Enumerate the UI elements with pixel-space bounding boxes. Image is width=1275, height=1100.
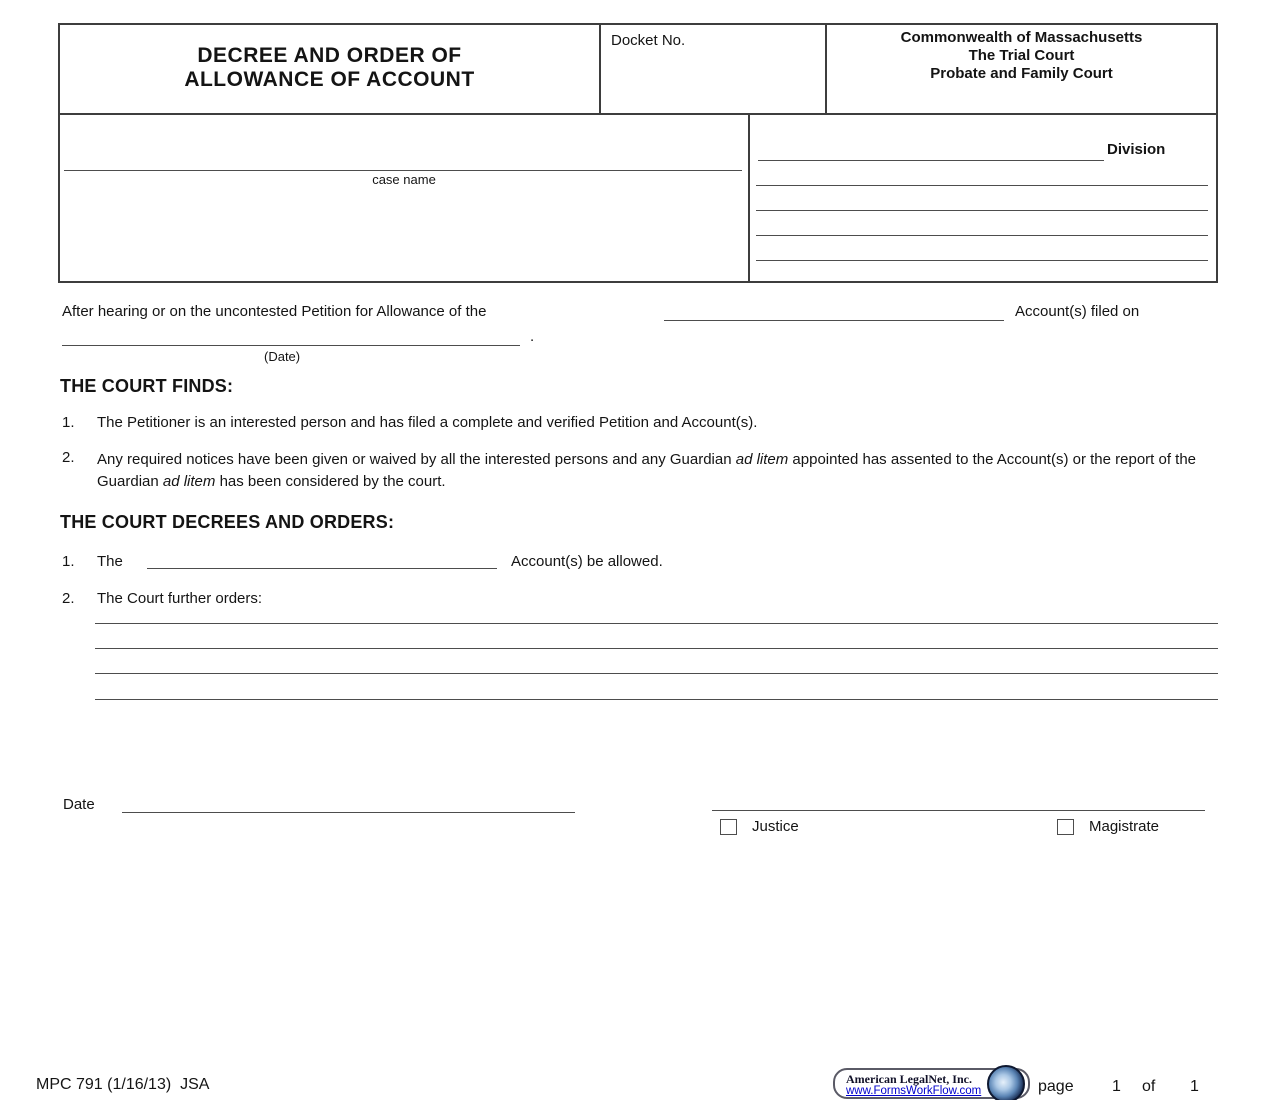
- caption-extra-line-2[interactable]: [756, 210, 1208, 211]
- page-word: page: [1038, 1078, 1074, 1095]
- division-cell: [750, 115, 1216, 281]
- division-field[interactable]: [758, 160, 1104, 161]
- court-header-cell: [827, 25, 1216, 113]
- form-title-line1: DECREE AND ORDER OF: [197, 44, 462, 67]
- total-pages: 1: [1190, 1078, 1199, 1095]
- court-header-line2: The Trial Court: [968, 47, 1075, 64]
- further-orders-line-1[interactable]: [95, 623, 1218, 624]
- finding-2-seg1: Any required notices have been given or waived by all the interested persons and any Guardian: [97, 451, 736, 468]
- form-title-cell: [60, 25, 601, 113]
- justice-checkbox[interactable]: [720, 819, 737, 835]
- case-name-cell: [60, 115, 750, 281]
- intro-text-before: After hearing or on the uncontested Petition for Allowance of the: [62, 303, 487, 320]
- finding-1-number: 1.: [62, 414, 75, 431]
- decree-1-text-after: Account(s) be allowed.: [511, 553, 663, 570]
- court-header-line3: Probate and Family Court: [930, 65, 1113, 82]
- legalnet-logo: [833, 1068, 1030, 1099]
- caption-row-bottom: [60, 115, 1216, 281]
- magistrate-label: Magistrate: [1089, 818, 1160, 835]
- justice-label: Justice: [752, 818, 799, 835]
- caption-extra-line-3[interactable]: [756, 235, 1208, 236]
- docket-no-label: Docket No.: [611, 32, 686, 49]
- decree-1-number: 1.: [62, 553, 75, 570]
- decree-1-text-before: The: [97, 553, 123, 570]
- intro-sentence-period: .: [530, 328, 535, 345]
- finding-2-seg5: has been considered by the court.: [215, 472, 446, 490]
- globe-icon: [987, 1065, 1025, 1100]
- finding-2-number: 2.: [62, 449, 75, 466]
- finding-2-ad-litem-2: ad litem: [162, 472, 216, 490]
- account-type-decree-field[interactable]: [147, 568, 497, 569]
- finding-1-text: The Petitioner is an interested person and has filed a complete and verified Petition and Account(s).: [97, 414, 758, 431]
- decree-2-text: The Court further orders:: [97, 590, 263, 607]
- date-filed-field[interactable]: [62, 345, 520, 346]
- case-name-field[interactable]: [64, 170, 742, 171]
- caption-extra-line-1[interactable]: [756, 185, 1208, 186]
- further-orders-line-2[interactable]: [95, 648, 1218, 649]
- page-number: 1: [1112, 1078, 1121, 1095]
- account-type-field[interactable]: [664, 320, 1004, 321]
- division-label: Division: [1107, 141, 1166, 158]
- case-caption-table: [58, 23, 1218, 283]
- signature-line[interactable]: [712, 810, 1205, 811]
- finding-2-seg3: appointed has assented to the Account(s) or the report of the Guardian: [97, 451, 1197, 490]
- of-word: of: [1142, 1078, 1156, 1095]
- form-title-line2: ALLOWANCE OF ACCOUNT: [184, 68, 475, 91]
- date-caption: (Date): [264, 349, 301, 364]
- docket-number-cell[interactable]: [601, 25, 827, 113]
- form-id: MPC 791 (1/16/13) JSA: [36, 1076, 210, 1093]
- finding-2-ad-litem-1: ad litem: [735, 451, 789, 468]
- court-decrees-heading: THE COURT DECREES AND ORDERS:: [60, 512, 395, 532]
- legalnet-name: American LegalNet, Inc.: [846, 1072, 972, 1086]
- finding-2-text: [97, 449, 1205, 492]
- legalnet-url-link[interactable]: www.FormsWorkFlow.com: [846, 1085, 982, 1097]
- further-orders-line-4[interactable]: [95, 699, 1218, 700]
- further-orders-line-3[interactable]: [95, 673, 1218, 674]
- decree-2-number: 2.: [62, 590, 75, 607]
- magistrate-checkbox[interactable]: [1057, 819, 1074, 835]
- caption-row-top: [60, 25, 1216, 115]
- court-finds-heading: THE COURT FINDS:: [60, 376, 234, 396]
- date-label: Date: [63, 796, 95, 813]
- case-name-caption: case name: [372, 172, 436, 187]
- caption-extra-line-4[interactable]: [756, 260, 1208, 261]
- date-field[interactable]: [122, 812, 575, 813]
- court-header-line1: Commonwealth of Massachusetts: [900, 29, 1143, 46]
- intro-text-after: Account(s) filed on: [1015, 303, 1140, 320]
